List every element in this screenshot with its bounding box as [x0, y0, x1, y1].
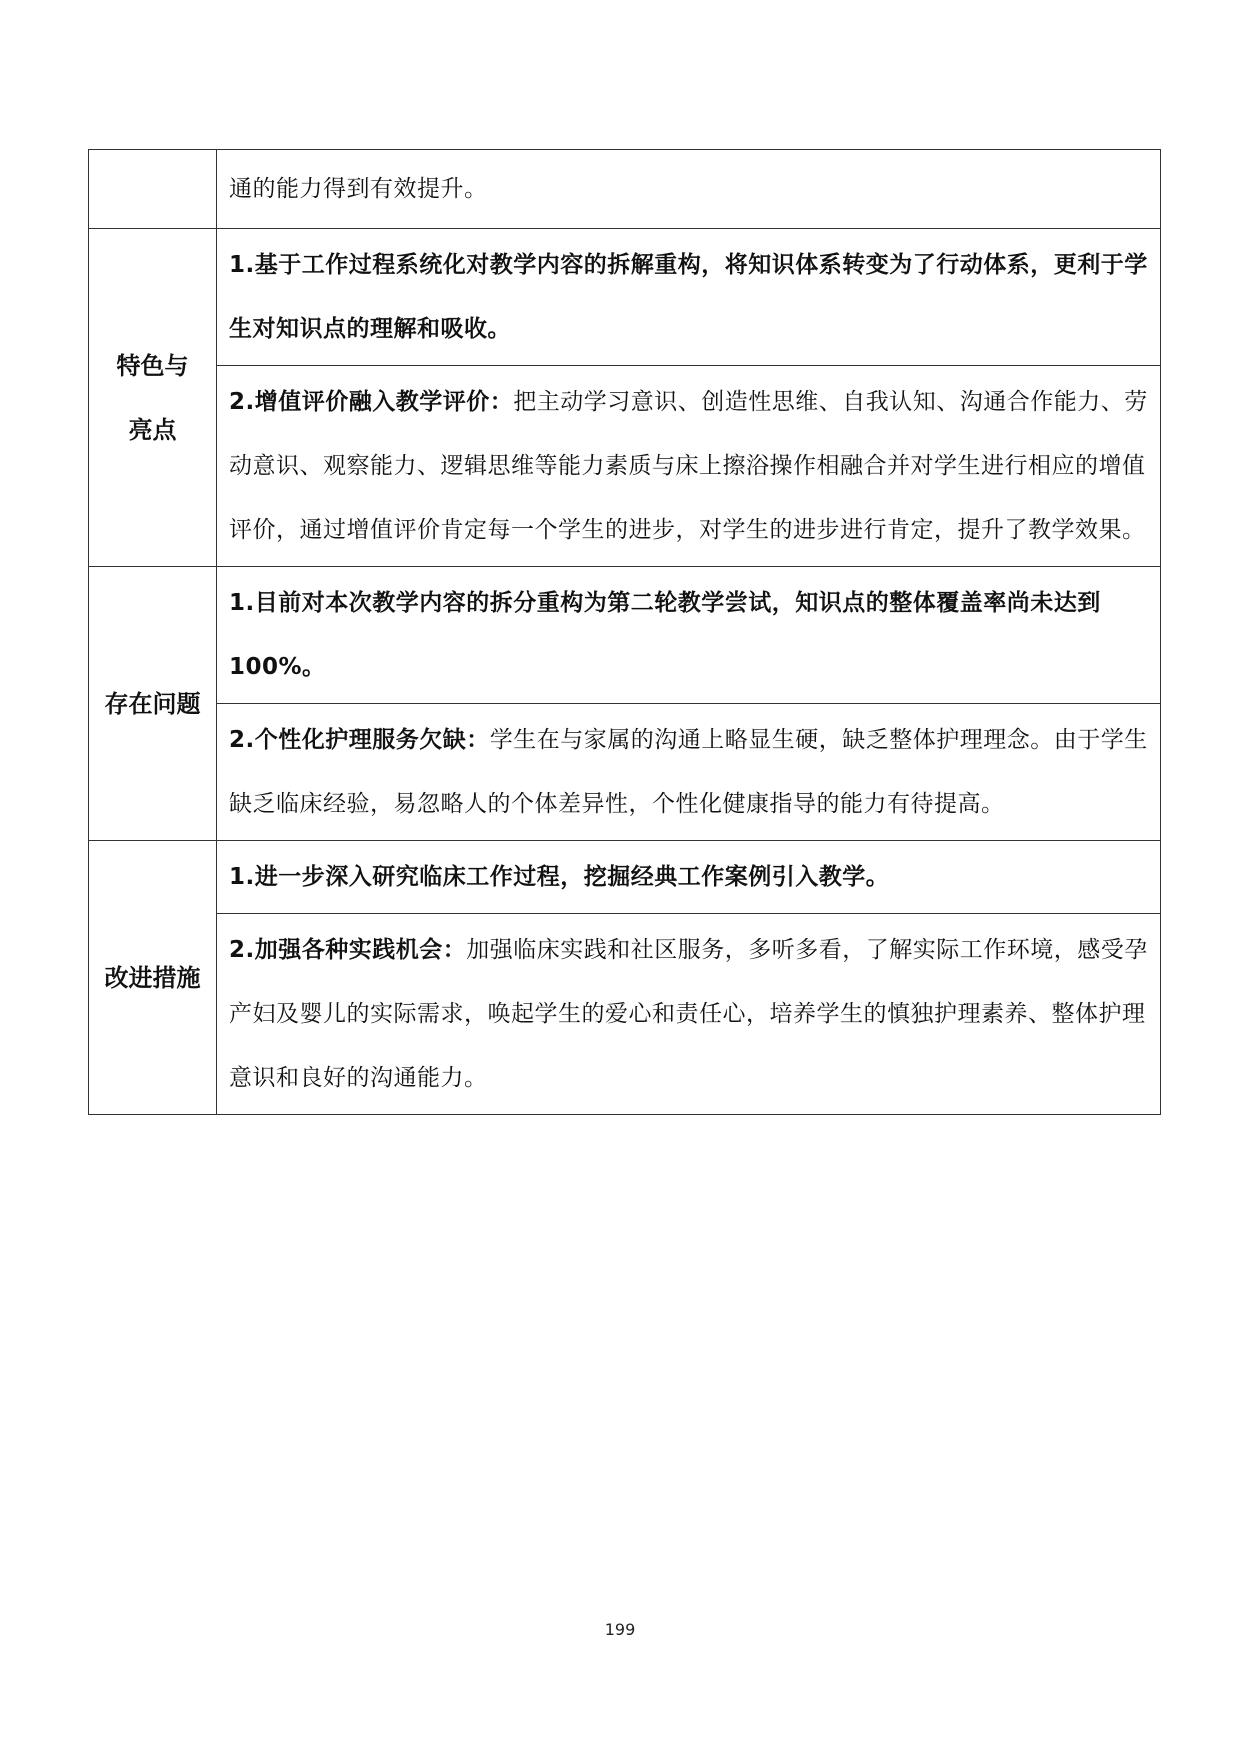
features-label-cell [89, 229, 217, 567]
improvements-row-1 [89, 841, 1161, 914]
improvements-row-2 [89, 914, 1161, 1115]
features-label-line2: 亮点 [128, 415, 177, 444]
continuation-text: 通的能力得到有效提升。 [217, 150, 1161, 229]
problems-item-2-head: 2.个性化护理服务欠缺： [229, 727, 490, 753]
features-item-2 [217, 366, 1161, 567]
evaluation-table [88, 149, 1161, 1115]
features-item-2-head: 2.增值评价融入教学评价： [229, 389, 514, 415]
improvements-item-2-body: 加强临床实践和社区服务，多听多看，了解实际工作环境，感受孕产妇及婴儿的实际需求，唤起学生的爱心和责任心，培养学生的慎独护理素养、整体护理意识和良好的沟通能力。 [229, 937, 1148, 1091]
features-label-line1: 特色与 [116, 351, 189, 380]
improvements-item-2-head: 2.加强各种实践机会： [229, 937, 467, 963]
features-item-2-body: 把主动学习意识、创造性思维、自我认知、沟通合作能力、劳动意识、观察能力、逻辑思维等能力素质与床上擦浴操作相融合并对学生进行相应的增值评价，通过增值评价肯定每一个学生的进步，对学生的进步进行肯定，提升了教学效果。 [229, 389, 1148, 543]
features-item-1: 1.基于工作过程系统化对教学内容的拆解重构，将知识体系转变为了行动体系，更利于学生对知识点的理解和吸收。 [217, 229, 1161, 366]
problems-label: 存在问题 [89, 567, 217, 841]
improvements-label: 改进措施 [89, 841, 217, 1115]
page-number: 199 [604, 1620, 636, 1639]
features-row-2 [89, 366, 1161, 567]
improvements-item-1: 1.进一步深入研究临床工作过程，挖掘经典工作案例引入教学。 [217, 841, 1161, 914]
problems-item-1: 1.目前对本次教学内容的拆分重构为第二轮教学尝试，知识点的整体覆盖率尚未达到100%。 [217, 567, 1161, 704]
improvements-item-2 [217, 914, 1161, 1115]
features-row-1 [89, 229, 1161, 366]
continuation-label-cell [89, 150, 217, 229]
problems-item-2-body: 学生在与家属的沟通上略显生硬，缺乏整体护理理念。由于学生缺乏临床经验，易忽略人的个体差异性，个性化健康指导的能力有待提高。 [229, 727, 1148, 817]
problems-row-1 [89, 567, 1161, 704]
problems-item-2 [217, 704, 1161, 841]
continuation-row [89, 150, 1161, 229]
problems-row-2 [89, 704, 1161, 841]
